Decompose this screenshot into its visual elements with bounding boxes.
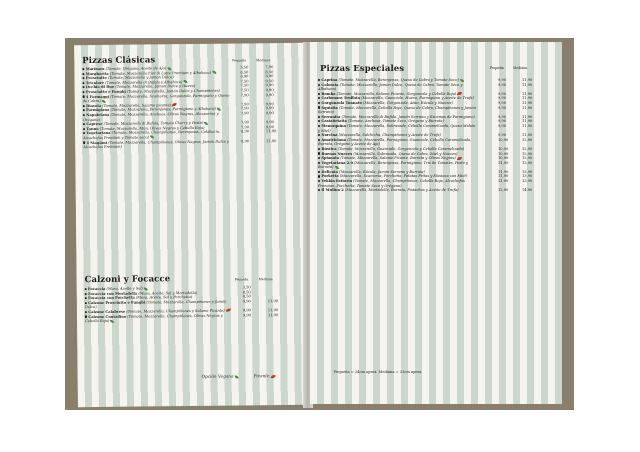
- menu-item-text: [318, 179, 476, 188]
- price-medium: 9,90: [265, 101, 274, 106]
- price-medium: 11,90: [522, 82, 533, 87]
- menu-item: [318, 138, 556, 147]
- chili-icon: [457, 92, 462, 95]
- price-small: 7,90: [240, 125, 250, 130]
- bullet-icon: [83, 109, 85, 111]
- bullet-icon: [82, 68, 84, 70]
- menu-item-name: Napoletana: [86, 112, 110, 118]
- price-small: 11,90: [498, 160, 509, 165]
- menu-item-name: Amatriciana: [321, 137, 347, 142]
- menu-left-page: [74, 43, 308, 407]
- menu-item-ingredients: (Tomate, Mozzarella Fior di Latte Premium y Albahaca): [109, 70, 212, 76]
- bullet-icon: [82, 73, 84, 75]
- menu-item-name: Tonno: [86, 126, 99, 131]
- menu-item-name: Spianata: [321, 156, 340, 161]
- menu-item-ingredients: (Tomate, Mozzarella, Champiñones, Berenjenas, Calabacín, Alcachofas Premium y Tomate seco): [83, 130, 221, 141]
- price-medium: 12,90: [522, 146, 533, 151]
- menu-item-name: Castañetaita: [321, 119, 347, 124]
- menu-item: [318, 83, 556, 92]
- price-medium: 11,90: [267, 298, 279, 303]
- price-medium: 12,90: [522, 137, 533, 142]
- classic-pizza-list: [82, 65, 295, 150]
- menu-item-name: Gorgonzola Tonnato: [321, 100, 362, 105]
- leaf-icon: [460, 79, 464, 82]
- bullet-icon: [318, 148, 320, 150]
- leaf-icon: [204, 121, 208, 124]
- bullet-icon: [318, 180, 320, 182]
- price-medium: 11,90: [522, 105, 533, 110]
- price-small: 6,50: [240, 69, 249, 75]
- leaf-icon: [102, 100, 106, 103]
- bullet-icon: [318, 157, 320, 159]
- menu-item-ingredients: (Mozzarella, Mortadella, Burrata, Pistachos y Aceite de Trufa): [344, 188, 459, 193]
- menu-item-ingredients: (Tomate, Mozzarella y Jamon Dulce): [107, 75, 174, 81]
- menu-item-name: Norcina: [321, 133, 338, 138]
- price-small: 7,50: [240, 79, 249, 84]
- price-medium: 11,90: [522, 114, 533, 119]
- classic-col-medium: Mediana: [256, 58, 271, 63]
- bullet-icon: [83, 123, 85, 125]
- menu-item-ingredients: (Tomate, Mozzarella, Anchoas, Olivas Negras, Alcaparras y Orégano): [82, 111, 219, 122]
- price-medium: 9,90: [265, 111, 274, 116]
- bullet-icon: [83, 91, 85, 93]
- price-medium: 13,90: [522, 160, 533, 165]
- price-medium: 13,90: [522, 179, 533, 184]
- price-medium: 9,90: [265, 106, 274, 111]
- menu-item: [318, 124, 556, 133]
- price-small: 9,90: [498, 114, 507, 119]
- special-col-medium: Mediana: [513, 66, 528, 70]
- legend-hot: [254, 373, 276, 378]
- bullet-icon: [85, 288, 87, 290]
- bullet-icon: [318, 79, 320, 81]
- menu-item-ingredients: (Mozzarella, Sobrasada, Queso de Cabra, Miel y Nueces): [353, 151, 458, 156]
- menu-item-text: [318, 106, 476, 115]
- price-medium: 11,90: [267, 312, 279, 317]
- bullet-icon: [83, 114, 85, 116]
- price-small: 3,50: [242, 285, 251, 290]
- leaf-icon: [234, 375, 238, 378]
- menu-item-name: Focaccia: [88, 286, 106, 292]
- bullet-icon: [318, 102, 320, 104]
- classic-col-small: Pequeña: [232, 58, 247, 63]
- price-medium: 13,90: [522, 174, 533, 179]
- menu-item-text: [318, 161, 476, 170]
- menu-item-name: Colorata: [321, 82, 339, 87]
- chili-icon: [226, 309, 231, 312]
- menu-item-text: [318, 124, 476, 133]
- menu-item-text: [318, 188, 476, 193]
- price-medium: 8,50: [265, 69, 274, 74]
- price-small: 9,90: [498, 105, 507, 110]
- menu-item-ingredients: (Tomate, Mozzarella, Champiñones, Olivas Negras, Jamón Dulce y Alcachofas Premium): [83, 139, 230, 150]
- price-small: 12,90: [498, 188, 509, 193]
- menu-item-name: Buenas Nueces: [321, 151, 353, 156]
- price-small: 8,90: [241, 129, 250, 134]
- menu-item-ingredients: (Tomate, Mozzarella, Jamón Dulce y Champiñones): [127, 88, 221, 94]
- chili-icon: [457, 157, 462, 160]
- chili-icon: [172, 103, 177, 106]
- menu-item-ingredients: (Mozzarella, Guanciale, Huevo, Parmigiano y Aceite de Trufa): [361, 96, 474, 101]
- menu-item-ingredients: (Tomate, Anchoas, Tomate Seco, Orégano y Burrata): [347, 119, 444, 124]
- bullet-icon: [83, 86, 85, 88]
- price-small: 9,90: [242, 312, 251, 318]
- price-small: 9,90: [242, 299, 251, 304]
- price-medium: 11,90: [522, 119, 533, 124]
- menu-item-ingredients: (Masa, Aceite y Sal): [106, 286, 143, 291]
- menu-item-ingredients: (Tomate, Mozzarella, Scamorza, Gorgonzola, Parmigiano y Queso de Cabra): [82, 93, 230, 104]
- menu-item-ingredients: (Tomate, Mozzarella, Champiñones, Olivas Negras y Cebolla Roja): [84, 313, 223, 324]
- menu-item-ingredients: (Tomate, Mozzarella, Champiñones y Salame Picante): [126, 308, 225, 314]
- price-medium: 7,90: [265, 65, 274, 70]
- bullet-icon: [85, 302, 87, 304]
- size-footnote: Pequeña = 24cm aprox. Mediana = 33cm aprox.: [334, 370, 423, 374]
- bullet-icon: [85, 297, 87, 299]
- leaf-icon: [110, 319, 114, 322]
- bullet-icon: [85, 316, 87, 318]
- menu-item-ingredients: (Masa, Aceite, Sal y Porchetta): [135, 295, 193, 300]
- bullet-icon: [318, 125, 320, 127]
- leaf-icon: [212, 71, 216, 74]
- menu-item-ingredients: (Tomate, Mozzarella, Salame Picante, Burrata y Olivas Negras): [340, 156, 456, 161]
- menu-item-ingredients: (Tomate, Mozzarella, Champiñones y Jamón Dulce): [84, 299, 227, 310]
- calzoni-col-small: Pequeña: [234, 277, 249, 282]
- price-small: 9,90: [498, 100, 507, 105]
- menu-item-ingredients: (Tomate, Mozzarella, Cebolla Roja, Queso de Cabra, Champiñones y Jamón Serrano): [318, 105, 476, 115]
- price-medium: 9,50: [265, 78, 274, 83]
- menu-item-name: Caprina: [321, 78, 338, 82]
- menu-item-name: 4 Stagioni: [86, 140, 108, 145]
- bullet-icon: [83, 132, 85, 134]
- price-medium: 11,90: [522, 78, 533, 82]
- menu-item-text: [83, 139, 231, 150]
- menu-item-name: Il Mulino 2: [321, 188, 344, 193]
- menu-item-name: Margherita: [85, 71, 109, 76]
- menu-item: [83, 138, 295, 149]
- menu-item-ingredients: (Tomate, Mozzarella di Bufala y Albahaca): [105, 79, 183, 85]
- menu-item-name: Marinara: [85, 66, 105, 72]
- legend-vegan: [202, 374, 239, 379]
- menu-item-ingredients: (Tomate, Mozzarella, Jamon Dulce y Huevo): [115, 84, 196, 90]
- price-small: 8,50: [242, 289, 251, 295]
- menu-item-text: [318, 83, 476, 92]
- price-medium: 12,90: [522, 151, 533, 156]
- bullet-icon: [318, 116, 320, 118]
- legend-vegan-label: Opción Vegana: [201, 373, 234, 379]
- price-small: 11,90: [498, 179, 509, 184]
- bullet-icon: [83, 96, 85, 98]
- menu-item-name: Delicata: [321, 169, 339, 174]
- menu-item-ingredients: (Tomate, Mozzarella, Jamón Dulce, Queso de Cabra, Tomate Seco y Albahaca): [318, 82, 463, 92]
- menu-item-ingredients: (Mozzarella, Rúcula, Jamón Serrano y Burrata): [339, 169, 425, 174]
- bullet-icon: [318, 93, 320, 95]
- menu-item-ingredients: (Tomate, Mozzarella, Salame picante): [102, 102, 172, 108]
- menu-right-page: [310, 42, 562, 404]
- price-small: 9,90: [498, 123, 507, 128]
- special-pizzas-title: Pizzas Especiales: [320, 64, 405, 74]
- chili-icon: [270, 375, 275, 378]
- menu-item-name: Focaccia con Porchetta: [88, 295, 135, 301]
- bullet-icon: [82, 77, 84, 79]
- price-medium: 14,90: [522, 188, 533, 193]
- leaf-icon: [217, 108, 221, 111]
- special-pizza-list: [318, 78, 556, 193]
- price-medium: 9,90: [265, 83, 274, 88]
- price-small: 7,90: [240, 106, 249, 111]
- menu-item-ingredients: (Tomate, Mozzarella di Bufala, Jamón Serrano y Escamas de Parmigiano): [341, 114, 475, 119]
- price-small: 6,90: [240, 74, 249, 79]
- menu-item: [318, 106, 556, 115]
- price-small: 10,90: [498, 146, 509, 151]
- menu-item-name: Prosciutto: [85, 76, 107, 81]
- menu-item: [318, 161, 556, 170]
- price-medium: 11,90: [267, 308, 279, 313]
- price-small: 7,50: [240, 88, 249, 93]
- menu-item-name: Menorquina: [321, 123, 346, 128]
- menu-item-name: Caprese: [86, 122, 103, 127]
- bullet-icon: [318, 106, 320, 108]
- menu-item-ingredients: (Tomate, Mozzarella, Sobrasada, Cebolla Caramelizada, Queso Mahón y Miel): [318, 123, 476, 133]
- menu-item-name: Bomba: [321, 91, 336, 96]
- menu-item-ingredients: (Tomate, Mozzarella, Berenjenas, Queso de Cabra y Tomate Seco): [338, 78, 459, 82]
- price-small: 7,90: [240, 111, 249, 116]
- price-medium: 11,90: [522, 100, 533, 105]
- price-medium: 11,90: [522, 96, 533, 101]
- menu-item-name: Calzone Contadino: [88, 314, 127, 319]
- price-small: 10,90: [498, 156, 509, 161]
- menu-item-name: Carbonara Truffata: [321, 96, 360, 101]
- menu-item-name: Vekkia Fattoria: [321, 179, 353, 184]
- price-small: 9,90: [498, 96, 507, 101]
- menu-item-name: Squisita: [321, 105, 338, 110]
- price-medium: 8,90: [265, 74, 274, 79]
- menu-item: [318, 179, 556, 188]
- menu-item-name: Focaccia con Mortadella: [88, 291, 138, 296]
- legend-hot-label: Picante: [253, 373, 270, 379]
- menu-item-name: Vegetariana: [86, 131, 111, 136]
- price-medium: 9,90: [265, 92, 274, 97]
- leaf-icon: [144, 287, 148, 290]
- menu-item-ingredients: (Masa, Aceite, Sal y Mortadella): [138, 290, 198, 296]
- price-small: 9,90: [498, 119, 507, 124]
- price-small: 8,90: [241, 138, 250, 143]
- leaf-icon: [183, 80, 187, 83]
- bullet-icon: [83, 105, 85, 107]
- menu-item-name: Diavola: [86, 103, 102, 108]
- menu-item-ingredients: (Tomate, Mozzarella, Parmigiano, Guanciale, Cebolla Caramelizada, Burrata, Orégano y Aceite de Ajo): [318, 137, 472, 147]
- bullet-icon: [318, 97, 320, 99]
- bullet-icon: [83, 142, 85, 144]
- bullet-icon: [318, 152, 320, 154]
- price-small: 10,90: [498, 151, 509, 156]
- price-small: 9,90: [242, 308, 251, 313]
- menu-item-ingredients: (Mozzarella, Scamorza, Porchetta, Patatas Fritas y Mostaza con Miel): [339, 174, 468, 179]
- bullet-icon: [85, 311, 87, 313]
- price-small: 7,90: [240, 102, 249, 107]
- menu-item-ingredients: (Tomate, Mozzarella, Berenjenas, Parmigiano y Albahaca): [110, 107, 216, 113]
- menu-item-name: Porketta: [321, 174, 339, 179]
- menu-item-name: Serranita: [321, 114, 341, 119]
- bullet-icon: [318, 84, 320, 86]
- bullet-icon: [318, 189, 320, 191]
- bullet-icon: [318, 171, 320, 173]
- price-small: 5,50: [240, 65, 249, 70]
- special-col-small: Pequeña: [490, 66, 504, 70]
- price-small: 9,90: [498, 133, 507, 138]
- classic-pizzas-title: Pizzas Clásicas: [82, 55, 156, 67]
- price-medium: 11,90: [266, 129, 277, 134]
- price-medium: 9,90: [265, 88, 274, 93]
- price-small: 11,90: [498, 174, 509, 179]
- menu-item-ingredients: (Tomate, Mozzarella, Atún, Olivas Negras y Cebolla Roja): [99, 125, 205, 131]
- price-medium: 9,90: [265, 120, 274, 125]
- price-medium: 11,90: [522, 123, 533, 128]
- price-small: 9,90: [498, 91, 507, 96]
- calzoni-col-medium: Mediana: [258, 277, 273, 282]
- price-small: 7,50: [240, 83, 249, 88]
- bullet-icon: [318, 139, 320, 141]
- menu-item-ingredients: (Tomate, Mozzarella, Champiñones, Cebolla Roja, Alcachofas Premium, Porchetta, Tomate Seco y Orégano): [318, 179, 465, 188]
- price-small: 8,50: [242, 294, 251, 299]
- calzoni-list: [85, 285, 297, 324]
- menu-item-name: Rústica: [321, 146, 337, 151]
- menu-item-ingredients: (Mozzarella, Berenjenas, Parmigiano, Tris de Tomates, Pesto y Burrata): [318, 160, 468, 170]
- bullet-icon: [318, 175, 320, 177]
- bullet-icon: [85, 293, 87, 295]
- price-small: 7,90: [240, 120, 249, 125]
- price-small: 9,90: [498, 82, 507, 87]
- price-medium: 11,90: [522, 91, 533, 96]
- menu-item-name: Vegetariana 2.0: [321, 160, 353, 165]
- menu-item-name: Calzone Calabrese: [88, 309, 126, 315]
- price-medium: 11,90: [266, 138, 277, 143]
- bullet-icon: [82, 82, 84, 84]
- menu-item-ingredients: (Tomate, Orégano, Aceite de Ajo): [105, 66, 167, 71]
- leaf-icon: [335, 166, 339, 169]
- menu-item-ingredients: (Tomate, Mozzarella, Guanciale, Gorgonzola y Cebolla Caramelizada): [337, 146, 465, 151]
- menu-item-name: Occhio di Bue: [85, 85, 115, 90]
- price-small: 7,90: [240, 92, 249, 98]
- menu-item-name: Tricolore: [85, 80, 105, 85]
- menu-item-text: [85, 313, 233, 324]
- menu-item-ingredients: (Mozzarella, Gorgonzola, Atún, Rúcula y Nueces): [363, 100, 453, 105]
- bullet-icon: [318, 134, 320, 136]
- price-medium: 11,90: [522, 133, 533, 138]
- menu-item-text: [318, 138, 476, 147]
- price-medium: 13,90: [522, 169, 533, 174]
- leaf-icon: [150, 136, 154, 139]
- bullet-icon: [83, 128, 85, 130]
- price-medium: 12,90: [522, 156, 533, 161]
- price-small: 11,90: [498, 169, 509, 174]
- price-small: 9,90: [498, 78, 507, 82]
- price-medium: 9,90: [265, 124, 275, 129]
- menu-item-ingredients: (Tomate, Mozzarella di Bufala, Tomate Cherry y Pesto): [103, 120, 204, 127]
- menu-item-name: Parmigiana: [86, 108, 110, 113]
- bullet-icon: [318, 162, 320, 164]
- menu-item-name: Prosciutto e Funghi: [85, 89, 126, 95]
- price-small: 10,90: [498, 137, 509, 142]
- menu-item-name: Calzone Prosciutto e Funghi: [88, 300, 146, 305]
- menu-item-ingredients: (Mozzarella, Salchicha, Champiñones y Aceite de Trufa): [338, 133, 441, 138]
- menu-item: [318, 188, 556, 193]
- leaf-icon: [167, 67, 171, 70]
- bullet-icon: [318, 120, 320, 122]
- menu-item-name: 4 Formaggi: [86, 94, 109, 99]
- calzoni-title: Calzoni y Focacce: [84, 274, 171, 286]
- menu-item-ingredients: (Tomate, Mozzarella, Salame Picante, Gorgonzola y Cebolla Roja): [336, 91, 457, 96]
